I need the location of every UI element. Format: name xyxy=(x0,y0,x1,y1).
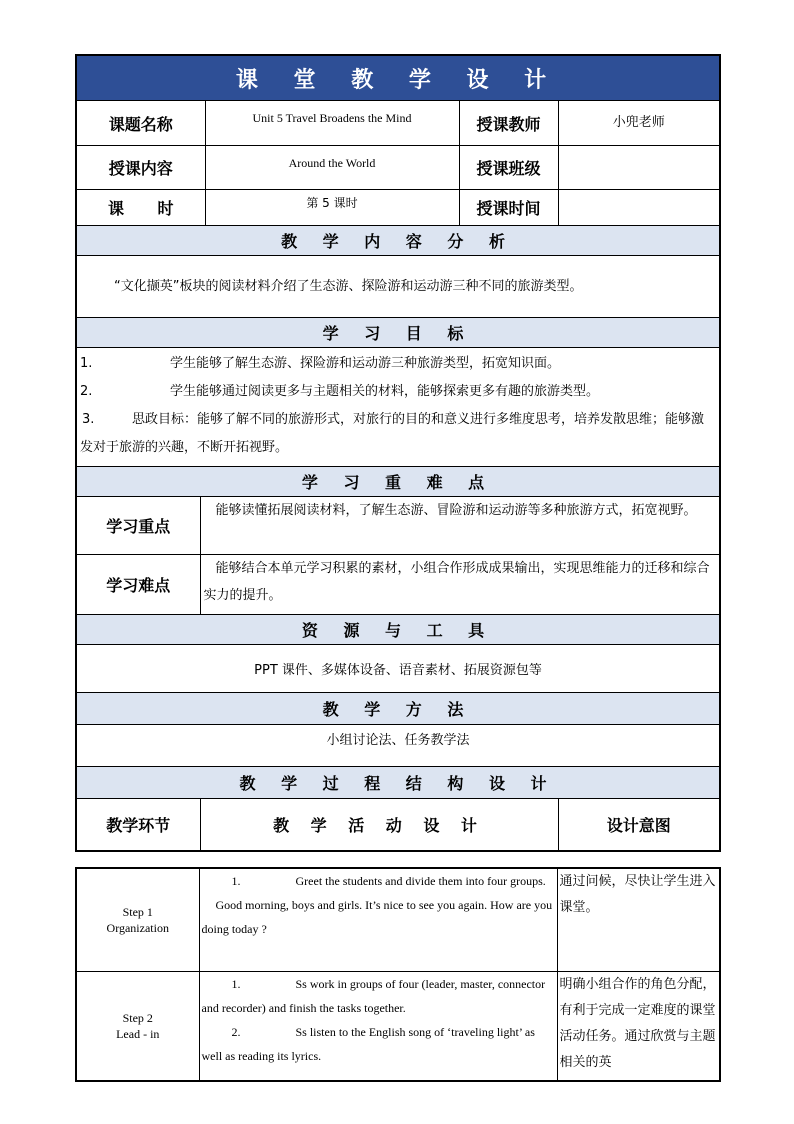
page-title: 课 堂 教 学 设 计 xyxy=(76,55,720,101)
key-text: 能够读懂拓展阅读材料，了解生态游、冒险游和运动游等多种旅游方式，拓宽视野。 xyxy=(200,497,720,555)
process-steps-table xyxy=(75,867,719,1082)
step-1-activity: 1. Greet the students and divide them into four groups. Good morning, boys and girls. It’s nice to see you again. How are you doing today ? xyxy=(199,868,557,971)
teacher-label: 授课教师 xyxy=(459,101,558,146)
step-2-intent: 明确小组合作的角色分配，有利于完成一定难度的课堂活动任务。通过欣赏与主题相关的英 xyxy=(557,971,720,1081)
step-1-intent: 通过问候，尽快让学生进入课堂。 xyxy=(557,868,720,971)
process-col-activity: 教 学 活 动 设 计 xyxy=(200,799,558,851)
objectives-header: 学 习 目 标 xyxy=(76,318,720,348)
process-header: 教 学 过 程 结 构 设 计 xyxy=(76,767,720,799)
key-label: 学习重点 xyxy=(76,497,200,555)
methods-text: 小组讨论法、任务教学法 xyxy=(76,725,720,767)
step-1-cell: Step 1 Organization xyxy=(76,868,199,971)
period-label: 课 时 xyxy=(76,190,205,226)
methods-header: 教 学 方 法 xyxy=(76,693,720,725)
objective-item: 1. 学生能够了解生态游、探险游和运动游三种旅游类型，拓宽知识面。 xyxy=(80,356,561,371)
topic-value: Unit 5 Travel Broadens the Mind xyxy=(205,101,459,146)
topic-label: 课题名称 xyxy=(76,101,205,146)
content-value: Around the World xyxy=(205,146,459,190)
difficulty-text: 能够结合本单元学习积累的素材，小组合作形成成果输出，实现思维能力的迁移和综合实力的提升。 xyxy=(200,555,720,615)
process-col-intent: 设计意图 xyxy=(558,799,720,851)
objective-item: 3. 思政目标：能够了解不同的旅游形式，对旅行的目的和意义进行多维度思考，培养发散思维；能够激发对于旅游的兴趣，不断开拓视野。 xyxy=(80,412,705,455)
time-value xyxy=(558,190,720,226)
analysis-header: 教 学 内 容 分 析 xyxy=(76,226,720,256)
table-row xyxy=(76,868,720,971)
teacher-value: 小兜老师 xyxy=(558,101,720,146)
class-value xyxy=(558,146,720,190)
lesson-plan-table xyxy=(75,54,719,852)
time-label: 授课时间 xyxy=(459,190,558,226)
analysis-text: “文化撷英”板块的阅读材料介绍了生态游、探险游和运动游三种不同的旅游类型。 xyxy=(76,256,720,318)
step-2-activity: 1. Ss work in groups of four (leader, master, connector and recorder) and finish the tasks together. 2. Ss listen to the English song of ‘traveling light’ as well as reading its lyrics. xyxy=(199,971,557,1081)
resources-text: PPT 课件、多媒体设备、语音素材、拓展资源包等 xyxy=(76,645,720,693)
keypoints-header: 学 习 重 难 点 xyxy=(76,467,720,497)
resources-header: 资 源 与 工 具 xyxy=(76,615,720,645)
step-2-cell: Step 2 Lead - in xyxy=(76,971,199,1081)
table-row xyxy=(76,971,720,1081)
content-label: 授课内容 xyxy=(76,146,205,190)
period-value: 第 5 课时 xyxy=(205,190,459,226)
objective-item: 2. 学生能够通过阅读更多与主题相关的材料，能够探索更多有趣的旅游类型。 xyxy=(80,384,600,399)
process-col-step: 教学环节 xyxy=(76,799,200,851)
objectives-list xyxy=(76,348,720,467)
class-label: 授课班级 xyxy=(459,146,558,190)
difficulty-label: 学习难点 xyxy=(76,555,200,615)
